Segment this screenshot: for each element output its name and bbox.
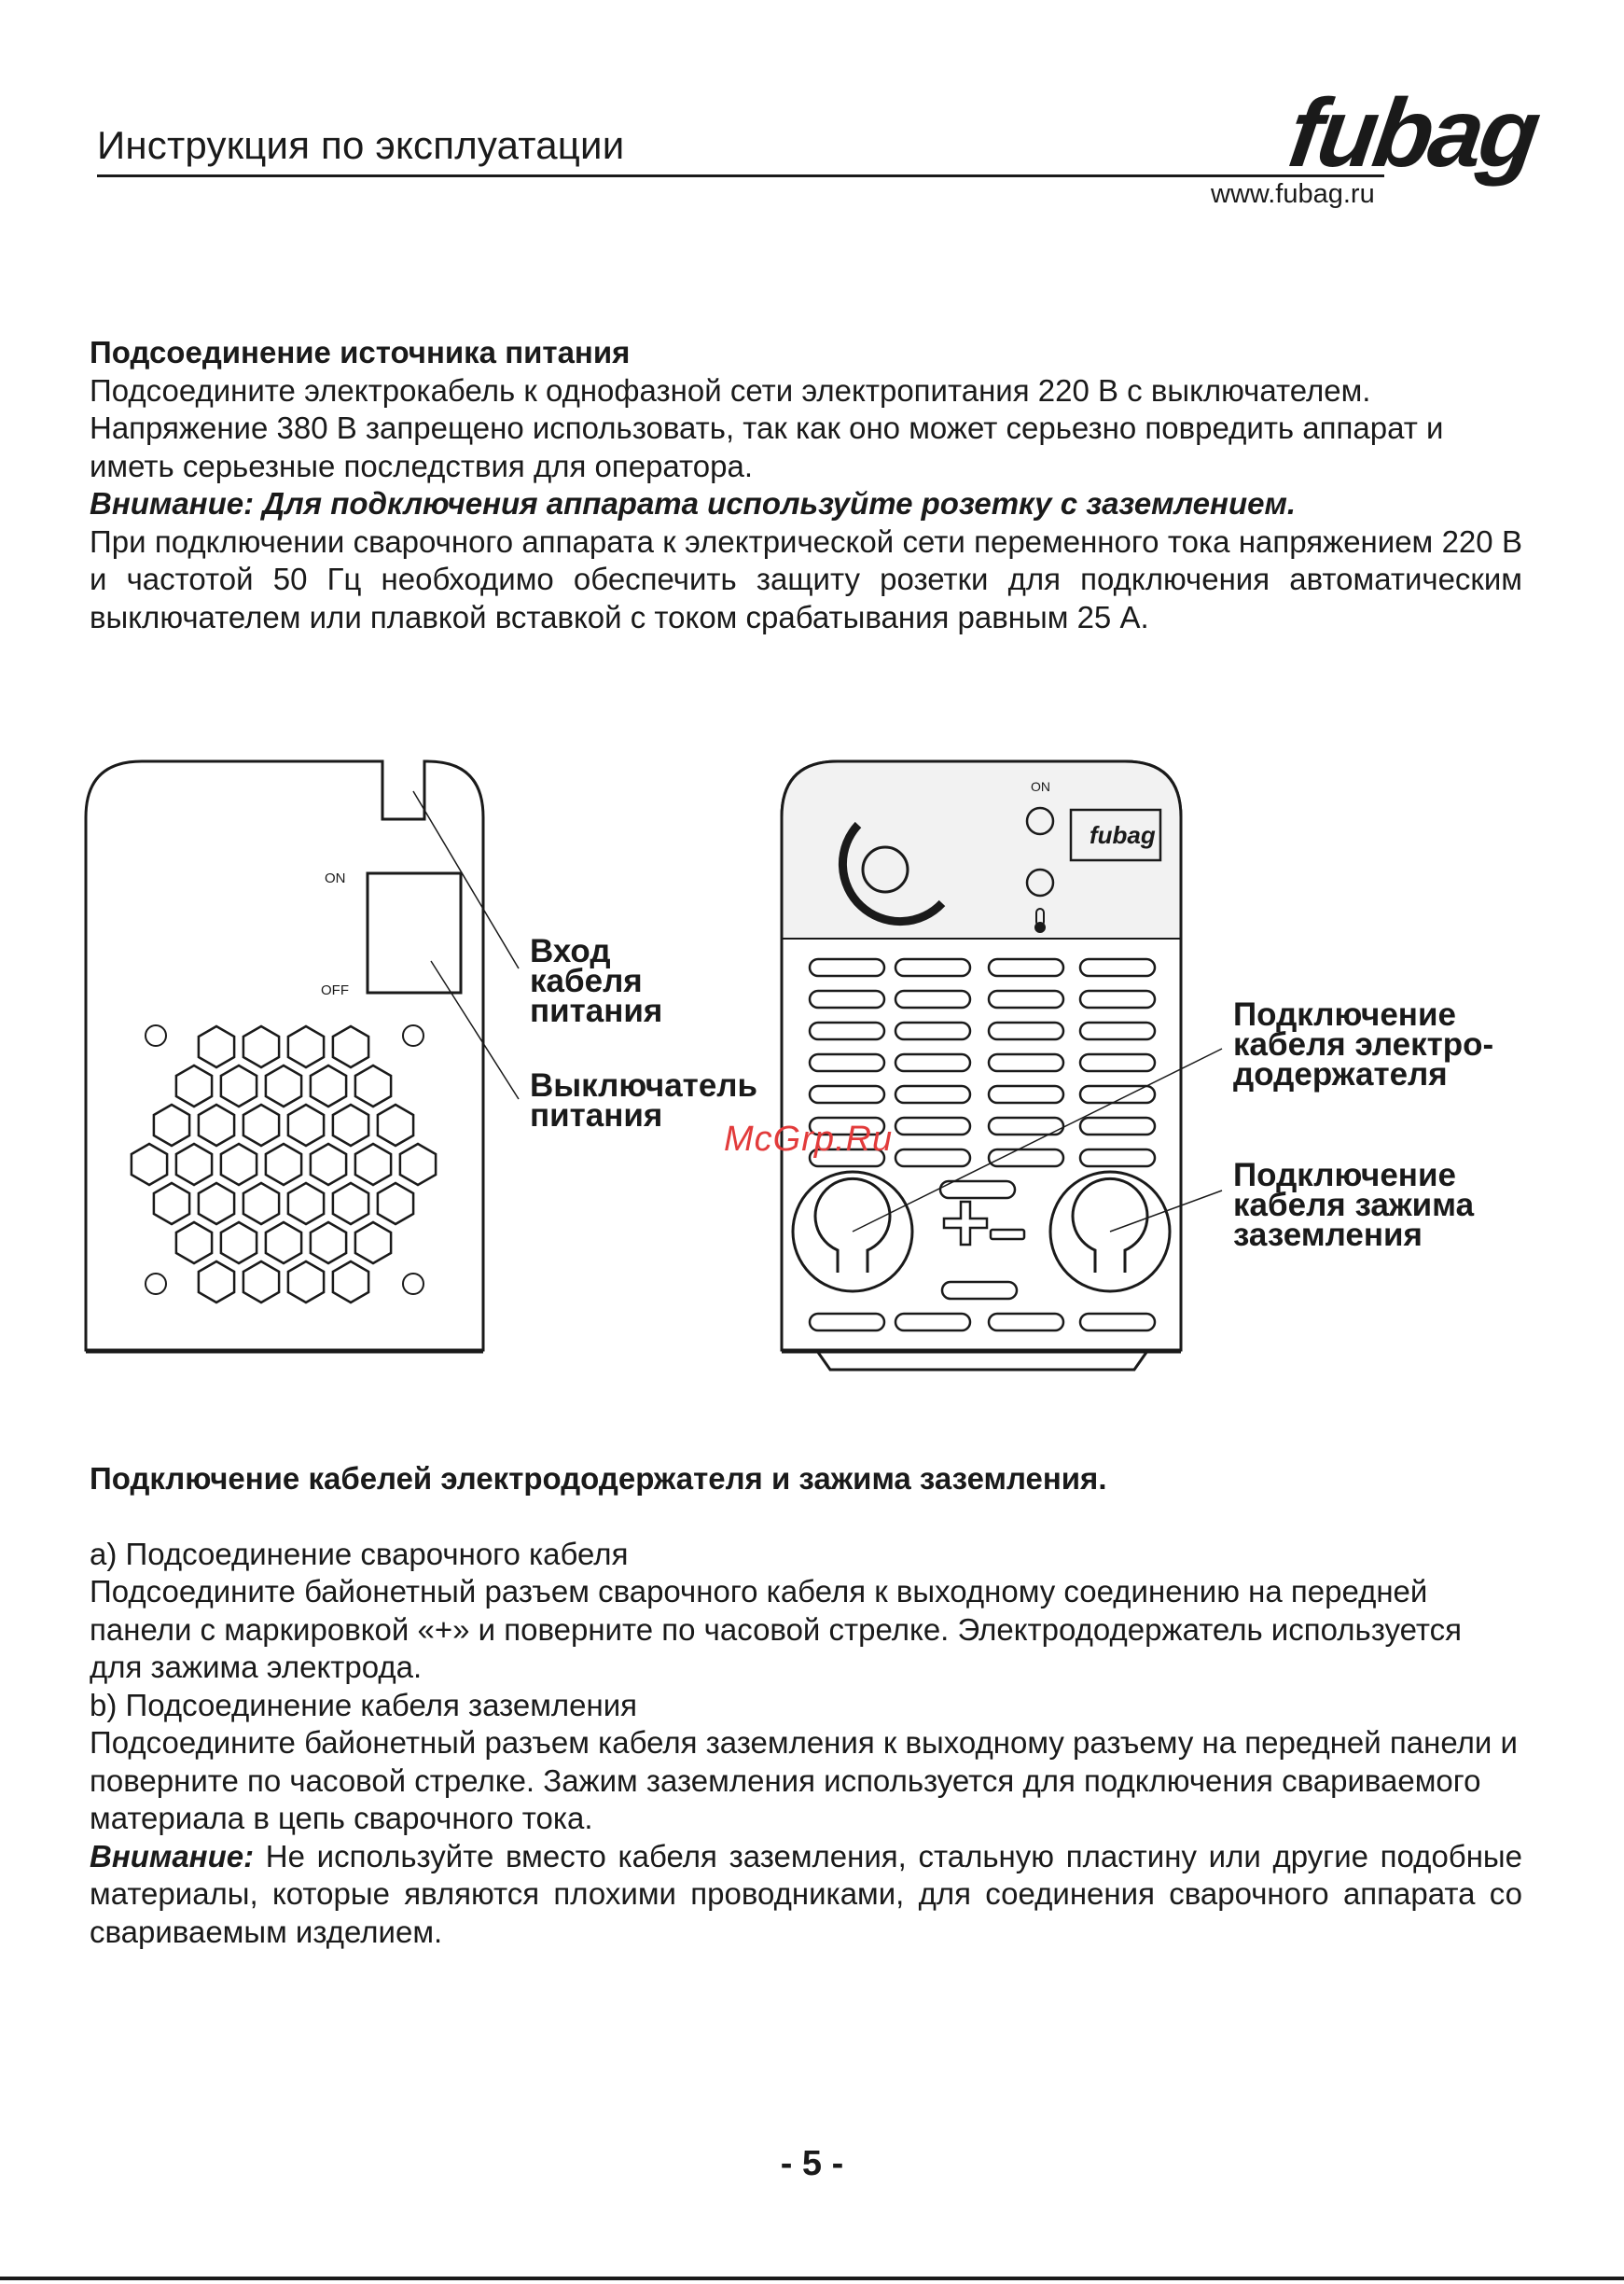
- vent-hexagon: [199, 1261, 234, 1302]
- plus-label: +: [950, 1231, 951, 1233]
- vent-slot: [810, 1023, 884, 1039]
- plus-sign-drawing: [944, 1202, 987, 1245]
- callout-line-clamp: [1110, 1191, 1222, 1232]
- cables-warning-text: Не используйте вместо кабеля заземления, стальную пластину или другие подобные материалы, которые являются плохими проводниками, для соединения сварочного аппарата со свариваемым изделием.: [90, 1838, 1522, 1949]
- footer-divider: [0, 2277, 1624, 2280]
- vent-slot: [810, 991, 884, 1008]
- power-switch-drawing: [368, 873, 461, 993]
- vent-hexagon: [288, 1183, 324, 1224]
- vent-hexagon: [311, 1222, 346, 1263]
- vent-hexagon: [154, 1183, 189, 1224]
- front-on-label: ON: [1031, 779, 1050, 794]
- vent-hexagon: [266, 1222, 301, 1263]
- vent-hexagon: [355, 1065, 391, 1107]
- vent-slot: [810, 1086, 884, 1103]
- vent-slot: [810, 1054, 884, 1071]
- vent-slot: [895, 1023, 970, 1039]
- cable-connection-section: [90, 1460, 1522, 1951]
- callout-power-switch: Выключатель питания: [530, 1067, 758, 1134]
- vent-slot: [989, 991, 1063, 1008]
- power-warning: Внимание: Для подключения аппарата используйте розетку с заземлением.: [90, 486, 1297, 521]
- vent-hexagon: [378, 1105, 413, 1146]
- back-panel-drawing: [86, 761, 519, 1351]
- vent-hexagon: [288, 1261, 324, 1302]
- vent-slot: [810, 1314, 884, 1330]
- vent-slot: [940, 1181, 1015, 1198]
- vent-slot: [810, 959, 884, 976]
- vent-hexagon: [243, 1026, 279, 1067]
- vent-hexagon: [154, 1105, 189, 1146]
- vent-hexagon: [221, 1065, 257, 1107]
- vent-slot: [989, 1086, 1063, 1103]
- vent-slot: [895, 959, 970, 976]
- page-header-title: Инструкция по эксплуатации: [97, 123, 625, 167]
- vent-hexagon: [333, 1026, 368, 1067]
- section-heading-power: Подсоединение источника питания: [90, 335, 631, 369]
- logo-wordmark: fubag: [1283, 78, 1544, 188]
- vent-hexagon: [243, 1261, 279, 1302]
- vent-hexagon: [243, 1183, 279, 1224]
- vent-slot: [895, 1149, 970, 1166]
- ground-cable-paragraph: Подсоедините байонетный разъем кабеля заземления к выходному разъему на передней панели и поверните по часовой стрелке. Зажим заземления используется для подключения свариваемого материала в цепь сварочного тока.: [90, 1725, 1518, 1835]
- vent-slot: [1080, 1118, 1155, 1135]
- vent-slot: [989, 1023, 1063, 1039]
- vent-slot: [1080, 1314, 1155, 1330]
- front-logo-text: fubag: [1090, 821, 1156, 849]
- vent-hexagon: [176, 1222, 212, 1263]
- minus-sign-drawing: [991, 1230, 1024, 1239]
- power-paragraph-2: При подключении сварочного аппарата к электрической сети переменного тока напряжением 220 В и частотой 50 Гц необходимо обеспечить защиту розетки для подключения автоматическим выключателем или плавкой вставкой с током срабатывания равным 25 А.: [90, 523, 1522, 634]
- vent-hexagon: [400, 1144, 436, 1185]
- vent-hexagon: [266, 1144, 301, 1185]
- vent-slot: [895, 1118, 970, 1135]
- callout-electrode-holder: Подключение кабеля электро- додержателя: [1233, 996, 1494, 1093]
- vent-slot: [1080, 1023, 1155, 1039]
- vent-slot: [1080, 959, 1155, 976]
- welding-cable-paragraph: Подсоедините байонетный разъем сварочного кабеля к выходному соединению на передней панели с маркировкой «+» и поверните по часовой стрелке. Электрододержатель используется для зажима электрода.: [90, 1574, 1462, 1684]
- vent-hexagon: [132, 1144, 167, 1185]
- vent-hexagon: [199, 1026, 234, 1067]
- vent-hexagon: [243, 1105, 279, 1146]
- vent-hexagon: [333, 1261, 368, 1302]
- subheading-ground-cable: b) Подсоединение кабеля заземления: [90, 1687, 638, 1722]
- header-url: www.fubag.ru: [1211, 179, 1375, 209]
- vent-slot: [895, 1086, 970, 1103]
- back-on-label: ON: [325, 870, 346, 886]
- vent-hexagon: [378, 1183, 413, 1224]
- vent-hexagon: [221, 1222, 257, 1263]
- vent-slot: [989, 1314, 1063, 1330]
- page-number: - 5 -: [780, 2144, 844, 2183]
- vent-hexagon: [221, 1144, 257, 1185]
- cables-warning-label: Внимание:: [90, 1838, 255, 1873]
- front-panel-drawing: [782, 761, 1222, 1370]
- cables-warning: [90, 1838, 1522, 1952]
- vent-hexagon: [355, 1222, 391, 1263]
- vent-hexagon: [333, 1183, 368, 1224]
- vent-hexagon: [199, 1183, 234, 1224]
- vent-slot: [895, 1054, 970, 1071]
- vent-slot: [989, 959, 1063, 976]
- vent-hexagon: [311, 1144, 346, 1185]
- vent-hexagon: [266, 1065, 301, 1107]
- vent-hexagon: [176, 1065, 212, 1107]
- vent-hexagon: [311, 1065, 346, 1107]
- section-heading-cables: Подключение кабелей электрододержателя и зажима заземления.: [90, 1461, 1107, 1496]
- vent-slot: [1080, 1149, 1155, 1166]
- watermark-text: McGrp.Ru: [724, 1120, 894, 1159]
- vent-slot: [942, 1282, 1017, 1299]
- vent-slot: [895, 1314, 970, 1330]
- callout-line-switch: [431, 961, 519, 1099]
- vent-slot: [989, 1054, 1063, 1071]
- vent-slot: [895, 991, 970, 1008]
- callout-power-input: Вход кабеля питания: [530, 933, 663, 1029]
- vent-hexagon: [355, 1144, 391, 1185]
- back-off-label: OFF: [321, 982, 349, 998]
- callout-line-holder: [853, 1049, 1222, 1232]
- vent-hexagon: [199, 1105, 234, 1146]
- vent-slot: [1080, 991, 1155, 1008]
- minus-label: −: [992, 1231, 994, 1233]
- vent-hexagon: [288, 1105, 324, 1146]
- vent-hexagon: [333, 1105, 368, 1146]
- vent-slot: [1080, 1054, 1155, 1071]
- vent-hex-grid: [132, 1026, 436, 1302]
- callout-ground-clamp: Подключение кабеля зажима заземления: [1233, 1157, 1475, 1253]
- callout-line-input: [413, 791, 519, 968]
- vent-hexagon: [288, 1026, 324, 1067]
- subheading-welding-cable: a) Подсоединение сварочного кабеля: [90, 1536, 629, 1571]
- power-paragraph-1: Подсоедините электрокабель к однофазной сети электропитания 220 В с выключателем. Напряжение 380 В запрещено использовать, так как оно может серьезно повредить аппарат и иметь серьезные последствия для оператора.: [90, 372, 1444, 483]
- vent-hexagon: [176, 1144, 212, 1185]
